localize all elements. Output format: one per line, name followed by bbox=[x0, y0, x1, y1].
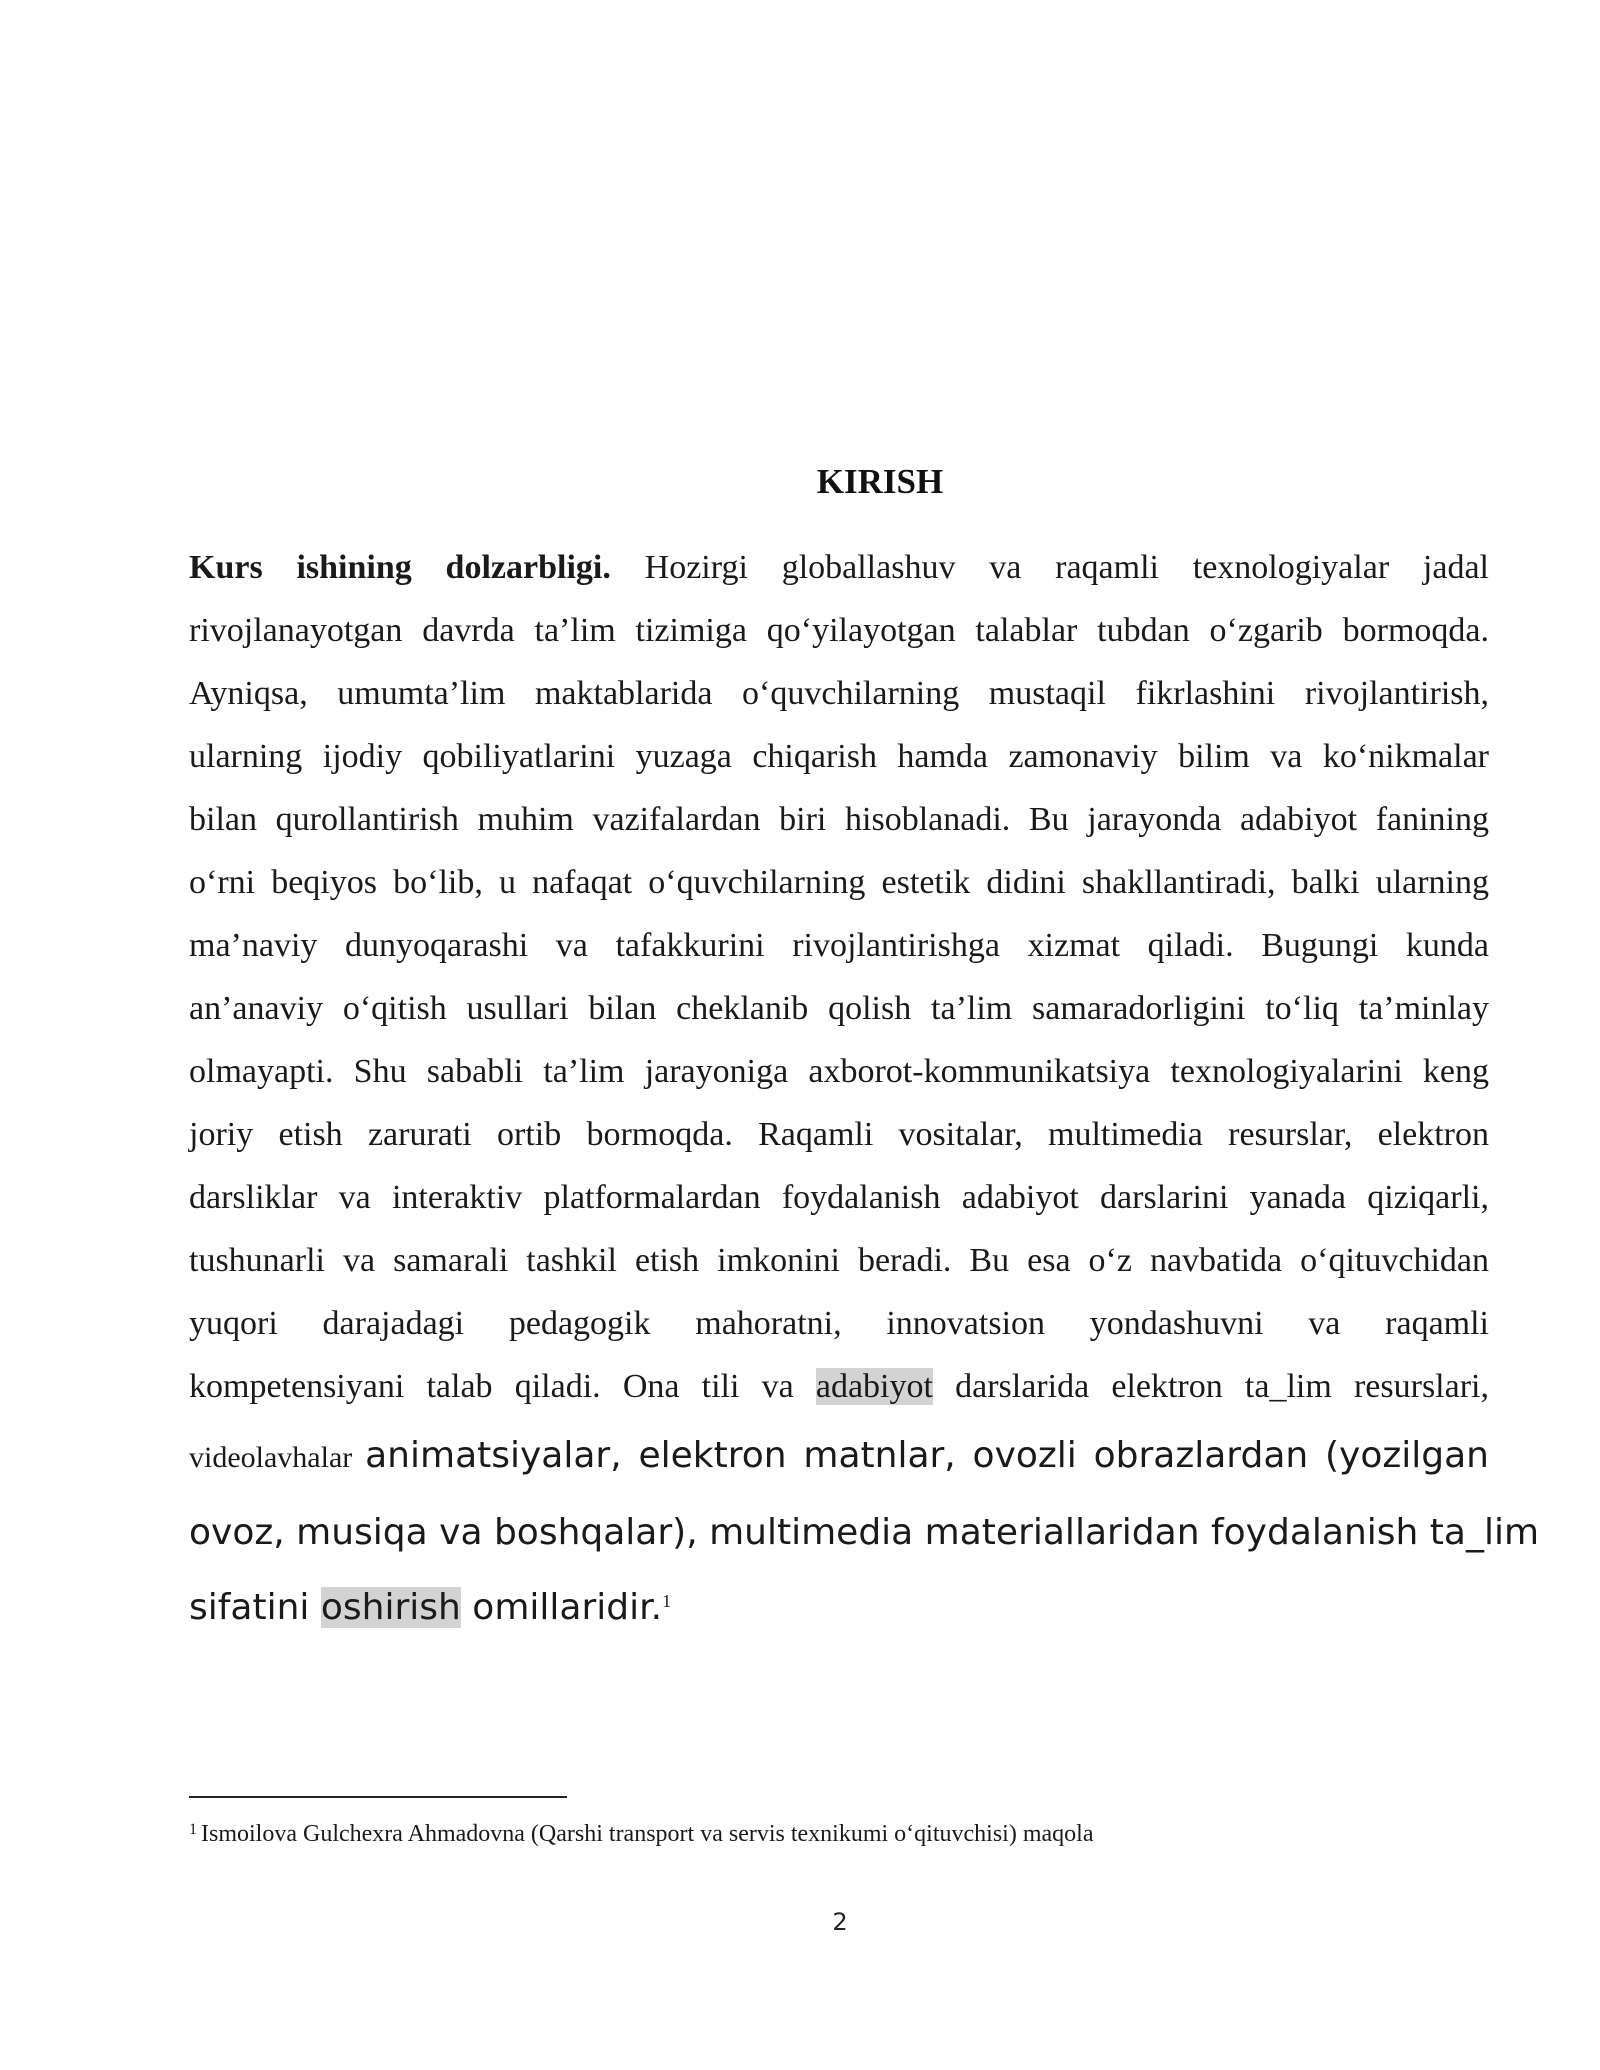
paragraph-line-text: omillaridir. bbox=[460, 1587, 663, 1628]
paragraph-line-text: darslarida elektron ta_lim resurslari, bbox=[932, 1368, 1489, 1405]
paragraph-line: Ayniqsa, umumta’lim maktablarida o‘quvchilarning mustaqil fikrlashini rivojlantirish, bbox=[189, 675, 1489, 712]
paragraph-line-text: animatsiyalar, elektron matnlar, ovozli obrazlardan (yozilgan bbox=[365, 1435, 1489, 1476]
paragraph-line-text: Hozirgi globallashuv va raqamli texnologiyalar jadal bbox=[610, 549, 1490, 586]
paragraph-line: joriy etish zarurati ortib bormoqda. Raqamli vositalar, multimedia resurslar, elektron bbox=[189, 1116, 1489, 1153]
highlighted-word: oshirish bbox=[320, 1587, 461, 1628]
paragraph-line bbox=[189, 536, 1489, 599]
paragraph-line: an’anaviy o‘qitish usullari bilan cheklanib qolish ta’lim samaradorligini to‘liq ta’minlay bbox=[189, 990, 1489, 1027]
paragraph-line-text: sifatini bbox=[189, 1587, 321, 1628]
footnote-reference[interactable]: 1 bbox=[662, 1591, 672, 1611]
paragraph-line bbox=[189, 1355, 1489, 1418]
footnote-separator bbox=[189, 1796, 567, 1798]
paragraph-line: o‘rni beqiyos bo‘lib, u nafaqat o‘quvchilarning estetik didini shakllantiradi, balki ularning bbox=[189, 864, 1489, 901]
paragraph-line: ularning ijodiy qobiliyatlarini yuzaga chiqarish hamda zamonaviy bilim va ko‘nikmalar bbox=[189, 738, 1489, 775]
page-number: 2 bbox=[832, 1908, 848, 1936]
footnote bbox=[189, 1818, 1489, 1850]
paragraph-line bbox=[189, 1418, 1489, 1495]
footnote-text: Ismoilova Gulchexra Ahmadovna (Qarshi transport va servis texnikumi o‘qituvchisi) maqola bbox=[201, 1821, 1094, 1847]
paragraph-line: yuqori darajadagi pedagogik mahoratni, innovatsion yondashuvni va raqamli bbox=[189, 1305, 1489, 1342]
footnote-marker: 1 bbox=[189, 1821, 197, 1838]
paragraph-line bbox=[189, 1570, 1489, 1645]
paragraph-lead: Kurs ishining dolzarbligi. bbox=[189, 549, 611, 586]
paragraph-line: bilan qurollantirish muhim vazifalardan biri hisoblanadi. Bu jarayonda adabiyot fanining bbox=[189, 801, 1489, 838]
paragraph-line-text: kompetensiyani talab qiladi. Ona tili va bbox=[189, 1368, 816, 1405]
paragraph-line: tushunarli va samarali tashkil etish imkonini beradi. Bu esa o‘z navbatida o‘qituvchidan bbox=[189, 1242, 1489, 1279]
highlighted-word: adabiyot bbox=[815, 1368, 933, 1405]
paragraph-line-text: videolavhalar bbox=[189, 1441, 366, 1474]
paragraph-line: ma’naviy dunyoqarashi va tafakkurini rivojlantirishga xizmat qiladi. Bugungi kunda bbox=[189, 927, 1489, 964]
paragraph-line: ovoz, musiqa va boshqalar), multimedia materiallaridan foydalanish ta_lim bbox=[189, 1512, 1540, 1553]
paragraph-line: darsliklar va interaktiv platformalardan foydalanish adabiyot darslarini yanada qiziqarli, bbox=[189, 1179, 1489, 1216]
section-heading: KIRISH bbox=[816, 462, 944, 501]
body-paragraph bbox=[189, 536, 1540, 1645]
paragraph-line: rivojlanayotgan davrda ta’lim tizimiga qo‘yilayotgan talablar tubdan o‘zgarib bormoqda. bbox=[189, 612, 1489, 649]
paragraph-line: olmayapti. Shu sababli ta’lim jarayoniga axborot-kommunikatsiya texnologiyalarini keng bbox=[189, 1053, 1489, 1090]
